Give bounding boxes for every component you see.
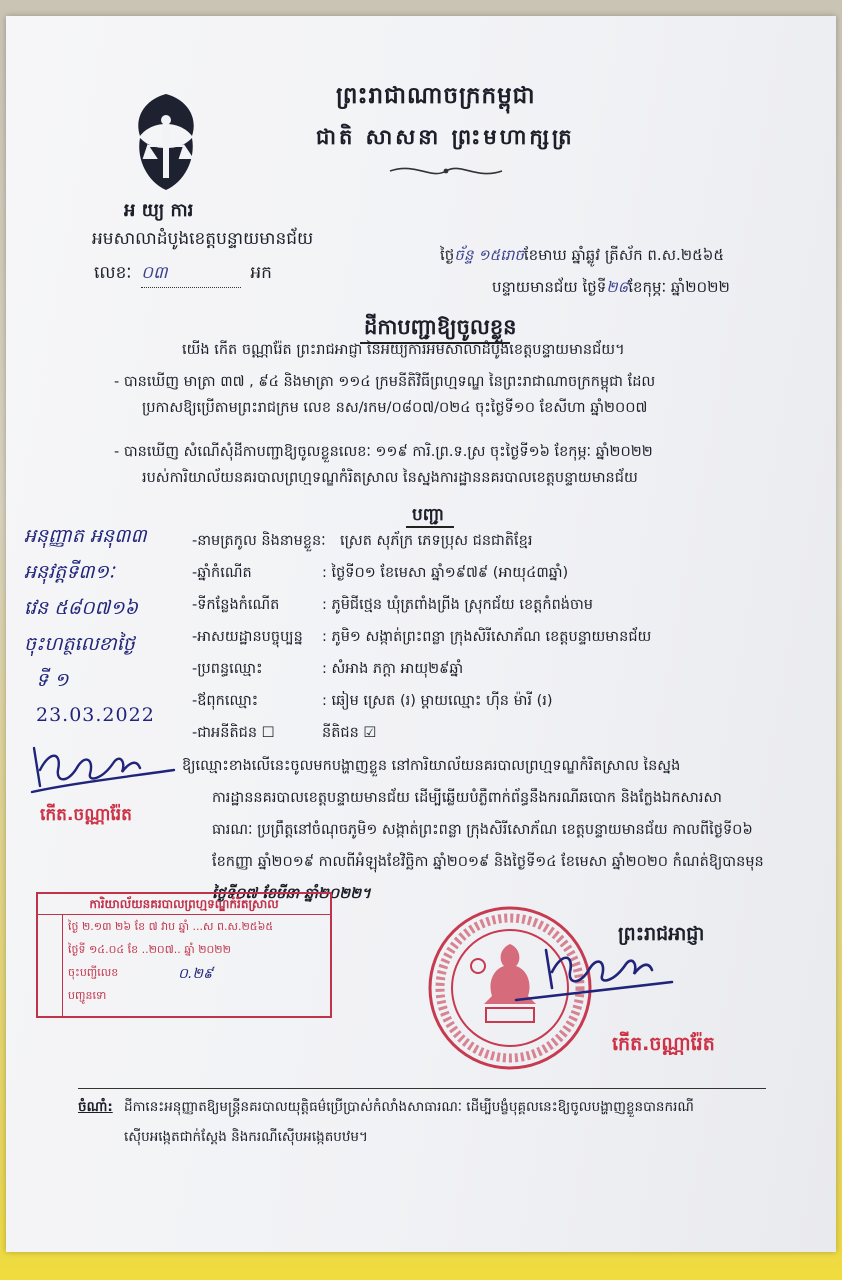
handwritten-note-date: 23.03.2022 (36, 704, 155, 726)
field-name-value: ស្រេត សុភ័ក្រ ភេទប្រុស ជនជាតិខ្មែរ (340, 533, 533, 549)
reference-suffix: អក (250, 263, 272, 283)
field-address-value: : ភូមិ១ សង្កាត់ព្រះពន្លា ក្រុងសិរីសោភ័ណ ខេត្តបន្ទាយមានជ័យ (322, 629, 652, 645)
reference-number (94, 262, 272, 288)
lunar-date-handwritten: ច័ន្ទ ១៥រោច (454, 246, 524, 264)
received-stamp-row-2: ថ្ងៃទី ១៤.០៤ ខែ ..២០៧.. ឆ្នាំ ២០២២ (68, 943, 231, 956)
received-stamp-row-1: ថ្ងៃ ២.១៣ ២៦ ខែ ៧ វាប ឆ្នាំ ...ស ព.ស.២៥៦៥ (68, 920, 274, 933)
footnote-line-1: ដីកានេះអនុញ្ញាតឱ្យមន្ត្រីនគរបាលយុត្តិធម៌ប្រើប្រាស់កំលាំងសាធារណៈ ដើម្បីបង្ខំបុគ្គលនេះឱ្យចូលបង្ហាញខ្លួនបានករណី (124, 1099, 694, 1115)
document-sheet (6, 16, 836, 1252)
instruction-line-2: ការដ្ឋាននគរបាលខេត្តបន្ទាយមានជ័យ ដើម្បីឆ្លើយបំភ្លឺពាក់ព័ន្ធនឹងករណីឆបោក និងក្លែងឯកសារសា (212, 790, 722, 806)
instruction-line-5: ថ្ងៃទី០៧ ខែមីនា ឆ្នាំ២០២២។ (212, 886, 371, 902)
field-parents-label: -ឪពុកឈ្មោះ (192, 693, 259, 709)
ornament-divider-icon (386, 160, 506, 182)
agency-court: អមសាលាដំបូងខេត្តបន្ទាយមានជ័យ (92, 229, 314, 249)
document-title: ដីកាបញ្ជាឱ្យចូលខ្លួន (364, 315, 517, 339)
received-stamp (36, 892, 332, 1018)
handwritten-note-line-4: ចុះហត្ថលេខាថ្ងៃ (24, 633, 135, 655)
handwritten-note-line-1: អនុញ្ញាត អនុ៣៣ (24, 525, 147, 547)
signatory-stamped-name: កើត.ចណ្ណារ៉ែត (612, 1033, 715, 1055)
kingdom-heading: ព្រះរាជាណាចក្រកម្ពុជា (336, 83, 536, 109)
handwritten-note-line-5: ទី ១ (36, 669, 69, 691)
field-adult-value: នីតិជន ☑ (322, 725, 377, 741)
lunar-date-prefix: ថ្ងៃ (440, 246, 455, 264)
field-spouse-value: : សំអាង ភក្តា អាយុ២៩ឆ្នាំ (322, 661, 464, 677)
field-spouse-label: -ប្រពន្ធឈ្មោះ (192, 661, 263, 677)
handwritten-note-line-3: វេន ៥៨០៧១៦ (24, 597, 138, 619)
instruction-line-1: ឱ្យឈ្មោះខាងលើនេះចូលមកបង្ហាញខ្លួន នៅការិយាល័យនគរបាលព្រហ្មទណ្ឌកំរិតស្រាល នៃស្នង (182, 758, 681, 774)
bullet-2-line-1: - បានឃើញ សំណើសុំដីកាបញ្ជាឱ្យចូលខ្លួនលេខៈ ១១៩ ការិ.ព្រ.ទ.ស្រ ចុះថ្ងៃទី១៦ ខែកុម្ភៈ ឆ្នាំ២០២២ (114, 444, 653, 460)
solar-date-rest: ខែកុម្ភៈ ឆ្នាំ២០២២ (628, 278, 730, 296)
solar-date-prefix: បន្ទាយមានជ័យ ថ្ងៃទី (492, 278, 607, 296)
instruction-line-4: ខែកញ្ញា ឆ្នាំ២០១៩ កាលពីអំឡុងខែវិច្ឆិកា ឆ្នាំ២០១៩ និងថ្ងៃទី១៤ ខែមេសា ឆ្នាំ២០២០ កំណត់ឱ្យបានមុន (212, 854, 764, 870)
lunar-date-rest: ខែមាឃ ឆ្នាំឆ្លូវ ត្រីស័ក ព.ស.២៥៦៥ (523, 246, 724, 264)
prosecutor-signature-icon (496, 944, 676, 1008)
footnote-line-2: ស៊ើបអង្កេតជាក់ស្តែង និងករណីស៊ើបអង្កេតបឋម។ (124, 1129, 368, 1145)
field-birthplace-label: -ទីកន្លែងកំណើត (192, 597, 280, 613)
reference-label: លេខៈ (94, 263, 132, 283)
field-birthyear-value: : ថ្ងៃទី០១ ខែមេសា ឆ្នាំ១៩៧៩ (អាយុ៤៣ឆ្នាំ) (322, 565, 569, 581)
reference-value: ០៣ (141, 262, 241, 288)
received-stamp-side (38, 914, 63, 1016)
order-heading: បញ្ជា (412, 505, 445, 525)
field-birthyear-label: -ឆ្នាំកំណើត (192, 565, 252, 581)
handwritten-note-line-2: អនុវត្តទី៣១ៈ (24, 561, 115, 583)
left-stamped-name: កើត.ចណ្ណារ៉ែត (40, 805, 132, 825)
field-address-label: -អាសយដ្ឋានបច្ចុប្បន្ន (192, 629, 303, 645)
received-stamp-row-3-label: ចុះបញ្ជីលេខ (68, 966, 119, 979)
solar-date-day: ២៨ (606, 278, 629, 296)
solar-date (492, 278, 730, 300)
instruction-line-3: ធារណៈ ប្រព្រឹត្តនៅចំណុចភូមិ១ សង្កាត់ព្រះពន្លា ក្រុងសិរីសោភ័ណ ខេត្តបន្ទាយមានជ័យ កាលពីថ្ងៃទី០៦ (212, 822, 753, 838)
field-parents-value: : ឆៀម ស្រេត (រ) ម្តាយឈ្មោះ ហ៊ីន ម៉ារី (រ) (322, 693, 553, 709)
left-signature-icon (28, 740, 178, 798)
bullet-1-line-1: - បានឃើញ មាត្រា ៣៧ , ៩៤ និងមាត្រា ១១៤ ក្រមនីតិវិធីព្រហ្មទណ្ឌ នៃព្រះរាជាណាចក្រកម្ពុជា ដែល (114, 374, 656, 390)
field-name-label: -នាមត្រកូល និងនាមខ្លួនៈ (192, 533, 326, 549)
received-stamp-row-4-label: បញ្ជូនទោ (68, 989, 107, 1002)
bullet-2-line-2: របស់ការិយាល័យនគរបាលព្រហ្មទណ្ឌកំរិតស្រាល នៃស្នងការដ្ឋាននគរបាលខេត្តបន្ទាយមានជ័យ (142, 470, 638, 486)
received-stamp-header: ការិយាល័យនគរបាលព្រហ្មទណ្ឌកំរិតស្រាល (38, 894, 330, 915)
lunar-date (440, 246, 724, 268)
intro-line: យើង កើត ចណ្ណារ៉ែត ព្រះរាជអាជ្ញា នៃអយ្យការអមសាលាដំបូងខេត្តបន្ទាយមានជ័យ។ (182, 342, 625, 358)
footnote-label: ចំណាំ: (78, 1099, 113, 1115)
field-minor-label: -ជាអនីតិជន ☐ (192, 725, 275, 741)
bullet-1-line-2: ប្រកាសឱ្យប្រើតាមព្រះរាជក្រម លេខ នស/រកម/០៨០៧/០២៤ ចុះថ្ងៃទី១០ ខែសីហា ឆ្នាំ២០០៧ (142, 400, 648, 416)
prosecution-emblem-icon (126, 90, 206, 196)
field-birthplace-value: : ភូមិជីថ្មេន ឃុំត្រពាំងព្រីង ស្រុកជ័យ ខេត្តកំពង់ចាម (322, 597, 593, 613)
motto-heading: ជាតិ សាសនា ព្រះមហាក្សត្រ (316, 125, 575, 149)
signatory-title: ព្រះរាជអាជ្ញា (618, 923, 705, 945)
agency-name: អ យ្យ ការ (124, 200, 194, 221)
footnote-divider (78, 1088, 766, 1089)
received-stamp-row-3-value: ០.២៩ (178, 966, 213, 982)
order-underline (406, 526, 454, 528)
